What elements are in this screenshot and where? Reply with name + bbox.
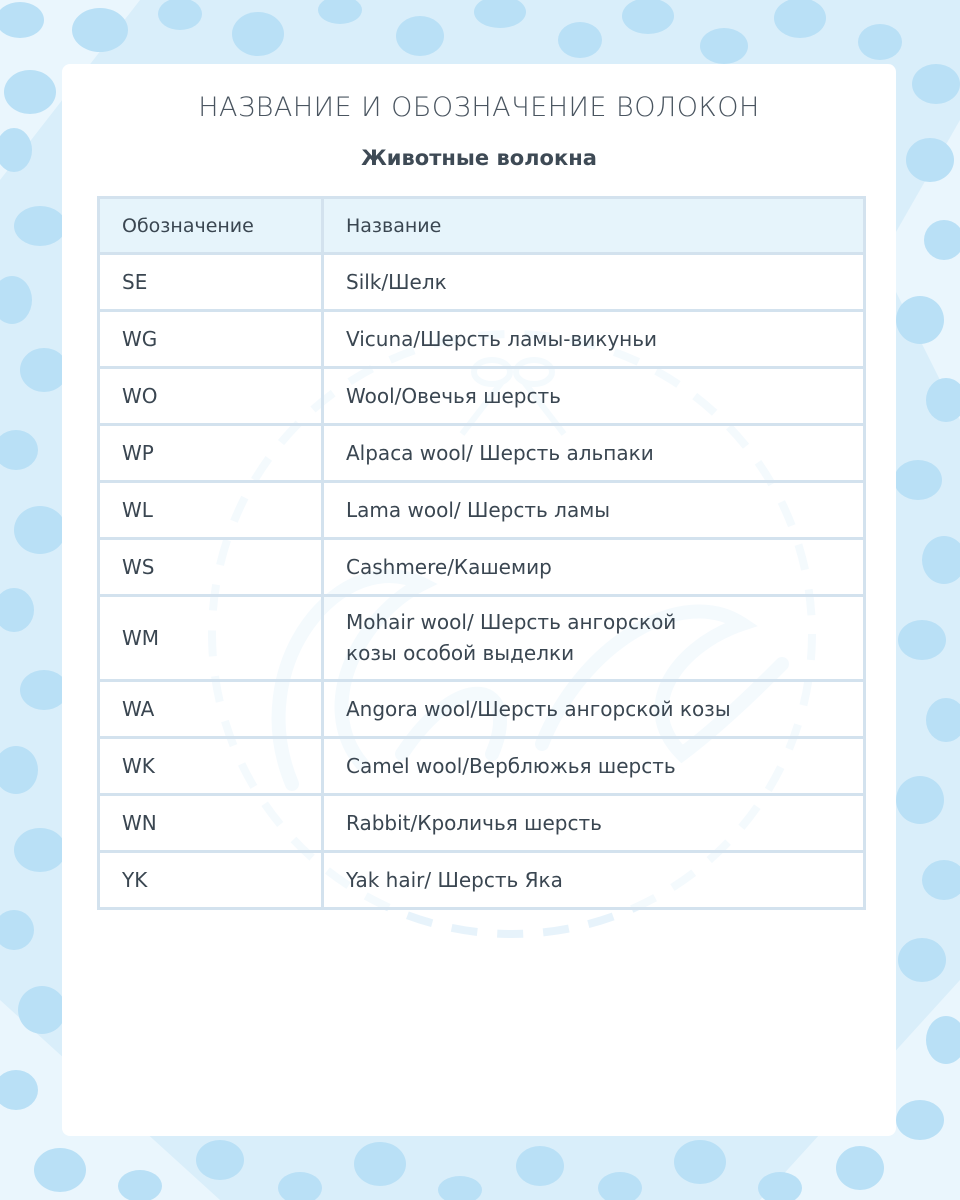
fiber-table [97, 196, 866, 910]
fiber-name: Rabbit/Кроличья шерсть [323, 795, 865, 852]
fiber-code: WO [99, 368, 323, 425]
fiber-name: Yak hair/ Шерсть Яка [323, 852, 865, 909]
fiber-name [323, 596, 865, 681]
fiber-name-line-1: Mohair wool/ Шерсть ангорской [346, 610, 677, 634]
fiber-name-line-2: козы особой выделки [346, 641, 575, 665]
page-title: НАЗВАНИЕ И ОБОЗНАЧЕНИЕ ВОЛОКОН [198, 92, 760, 123]
fiber-code: WG [99, 311, 323, 368]
fiber-code: WS [99, 539, 323, 596]
table-row [99, 425, 865, 482]
content-card [62, 64, 896, 1136]
fiber-code: WL [99, 482, 323, 539]
fiber-code: YK [99, 852, 323, 909]
fiber-code: WM [99, 596, 323, 681]
column-header-code: Обозначение [99, 198, 323, 254]
column-header-name: Название [323, 198, 865, 254]
table-row [99, 311, 865, 368]
table-row [99, 368, 865, 425]
section-subtitle: Животные волокна [361, 146, 597, 170]
fiber-code: WA [99, 681, 323, 738]
fiber-name: Alpaca wool/ Шерсть альпаки [323, 425, 865, 482]
fiber-name: Cashmere/Кашемир [323, 539, 865, 596]
table-row [99, 795, 865, 852]
fiber-code: WK [99, 738, 323, 795]
fiber-name: Vicuna/Шерсть ламы-викуньи [323, 311, 865, 368]
table-row [99, 852, 865, 909]
fiber-code: SE [99, 254, 323, 311]
table-row [99, 596, 865, 681]
fiber-name: Wool/Овечья шерсть [323, 368, 865, 425]
fiber-code: WN [99, 795, 323, 852]
fiber-name: Lama wool/ Шерсть ламы [323, 482, 865, 539]
fiber-name: Angora wool/Шерсть ангорской козы [323, 681, 865, 738]
table-row [99, 482, 865, 539]
fiber-code: WP [99, 425, 323, 482]
fiber-name: Camel wool/Верблюжья шерсть [323, 738, 865, 795]
table-header-row [99, 198, 865, 254]
table-row [99, 254, 865, 311]
table-row [99, 738, 865, 795]
table-row [99, 681, 865, 738]
fiber-name: Silk/Шелк [323, 254, 865, 311]
table-row [99, 539, 865, 596]
